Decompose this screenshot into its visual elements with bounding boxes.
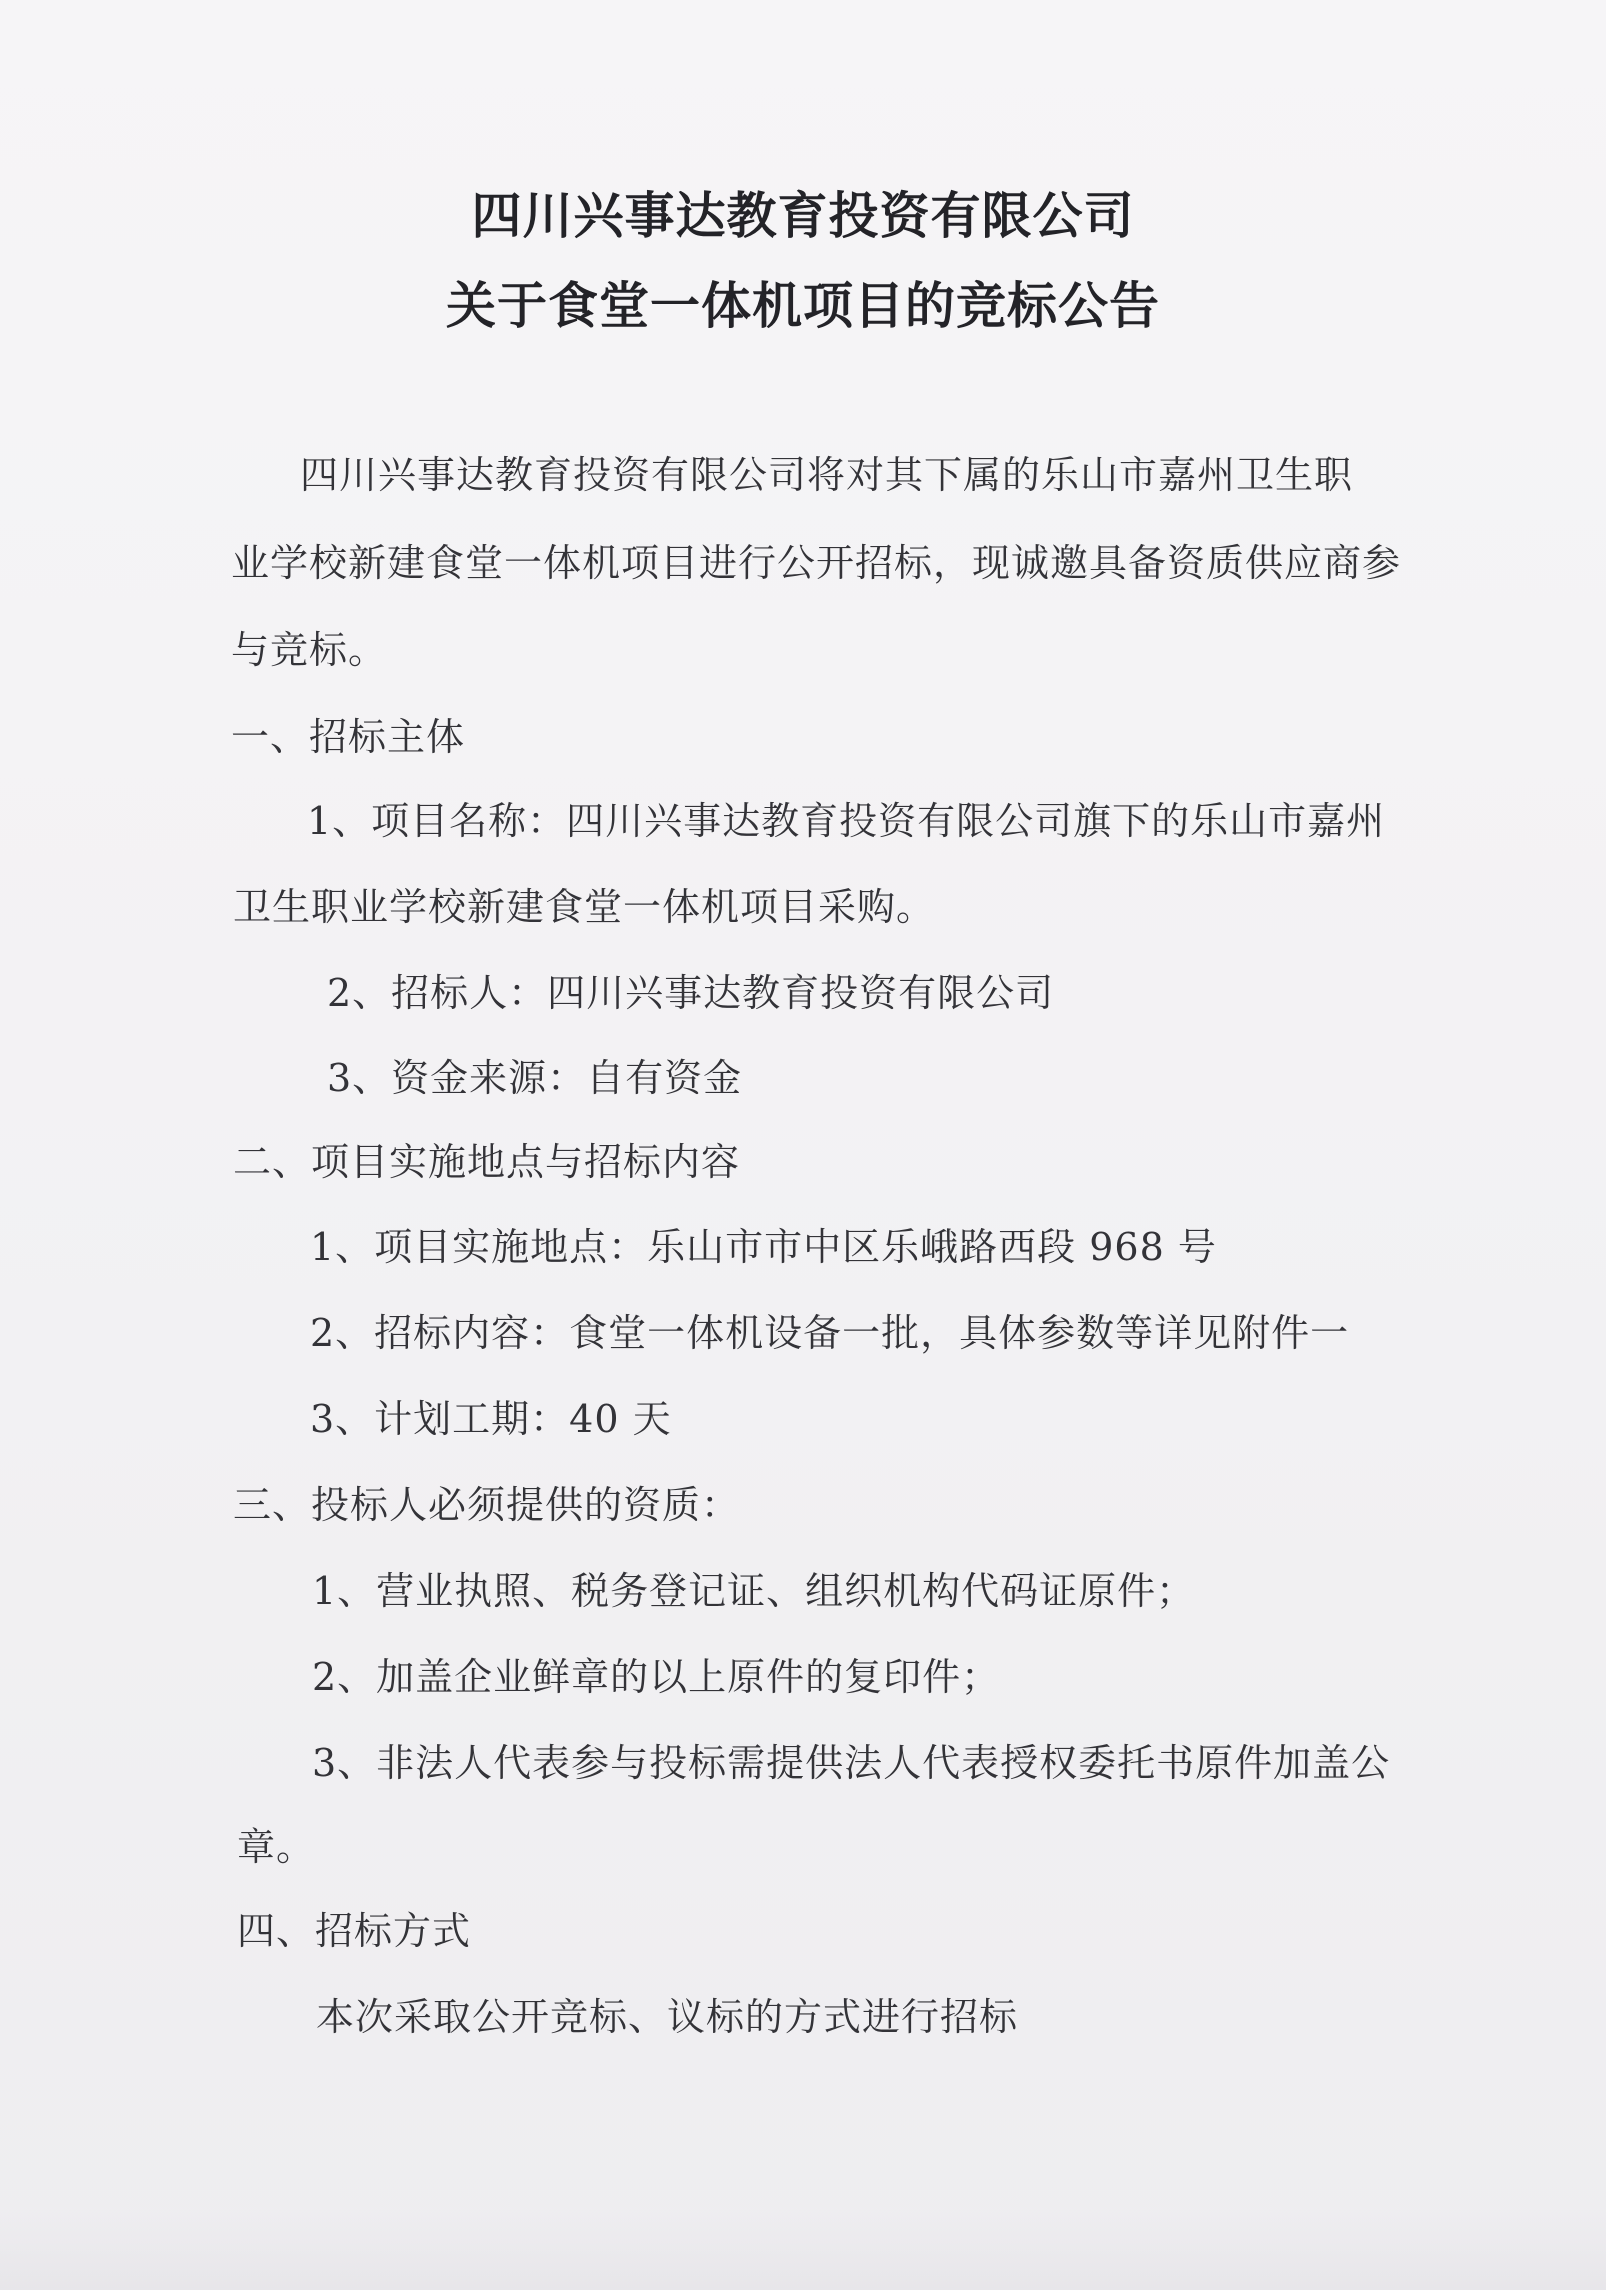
section-3-item-1: 1、营业执照、税务登记证、组织机构代码证原件； — [312, 1569, 1196, 1613]
scan-shadow — [0, 2210, 1606, 2290]
section-3-item-3-line-1: 3、非法人代表参与投标需提供法人代表授权委托书原件加盖公 — [312, 1741, 1391, 1785]
section-1-item-1-line-1: 1、项目名称：四川兴事达教育投资有限公司旗下的乐山市嘉州 — [307, 799, 1386, 843]
document-title-company: 四川兴事达教育投资有限公司 — [471, 187, 1135, 245]
section-1-heading: 一、招标主体 — [231, 715, 466, 759]
section-3-item-3-line-2: 章。 — [237, 1825, 316, 1869]
intro-line-2: 业学校新建食堂一体机项目进行公开招标，现诚邀具备资质供应商参 — [231, 541, 1402, 585]
section-3-item-2: 2、加盖企业鲜章的以上原件的复印件； — [312, 1655, 1001, 1699]
section-1-item-2: 2、招标人：四川兴事达教育投资有限公司 — [327, 971, 1055, 1015]
intro-line-3: 与竞标。 — [231, 628, 388, 672]
section-2-heading: 二、项目实施地点与招标内容 — [233, 1140, 741, 1184]
section-2-item-1: 1、项目实施地点：乐山市市中区乐峨路西段 968 号 — [310, 1225, 1217, 1269]
section-4-body: 本次采取公开竞标、议标的方式进行招标 — [316, 1995, 1019, 2039]
section-1-item-3: 3、资金来源：自有资金 — [327, 1056, 743, 1100]
section-4-heading: 四、招标方式 — [237, 1909, 472, 1953]
section-3-heading: 三、投标人必须提供的资质： — [233, 1483, 741, 1527]
section-2-item-3: 3、计划工期：40 天 — [310, 1397, 672, 1441]
intro-line-1: 四川兴事达教育投资有限公司将对其下属的乐山市嘉州卫生职 — [300, 453, 1354, 497]
section-1-item-1-line-2: 卫生职业学校新建食堂一体机项目采购。 — [233, 885, 936, 929]
section-2-item-2: 2、招标内容：食堂一体机设备一批，具体参数等详见附件一 — [310, 1311, 1350, 1355]
document-title-notice: 关于食堂一体机项目的竞标公告 — [446, 277, 1160, 335]
